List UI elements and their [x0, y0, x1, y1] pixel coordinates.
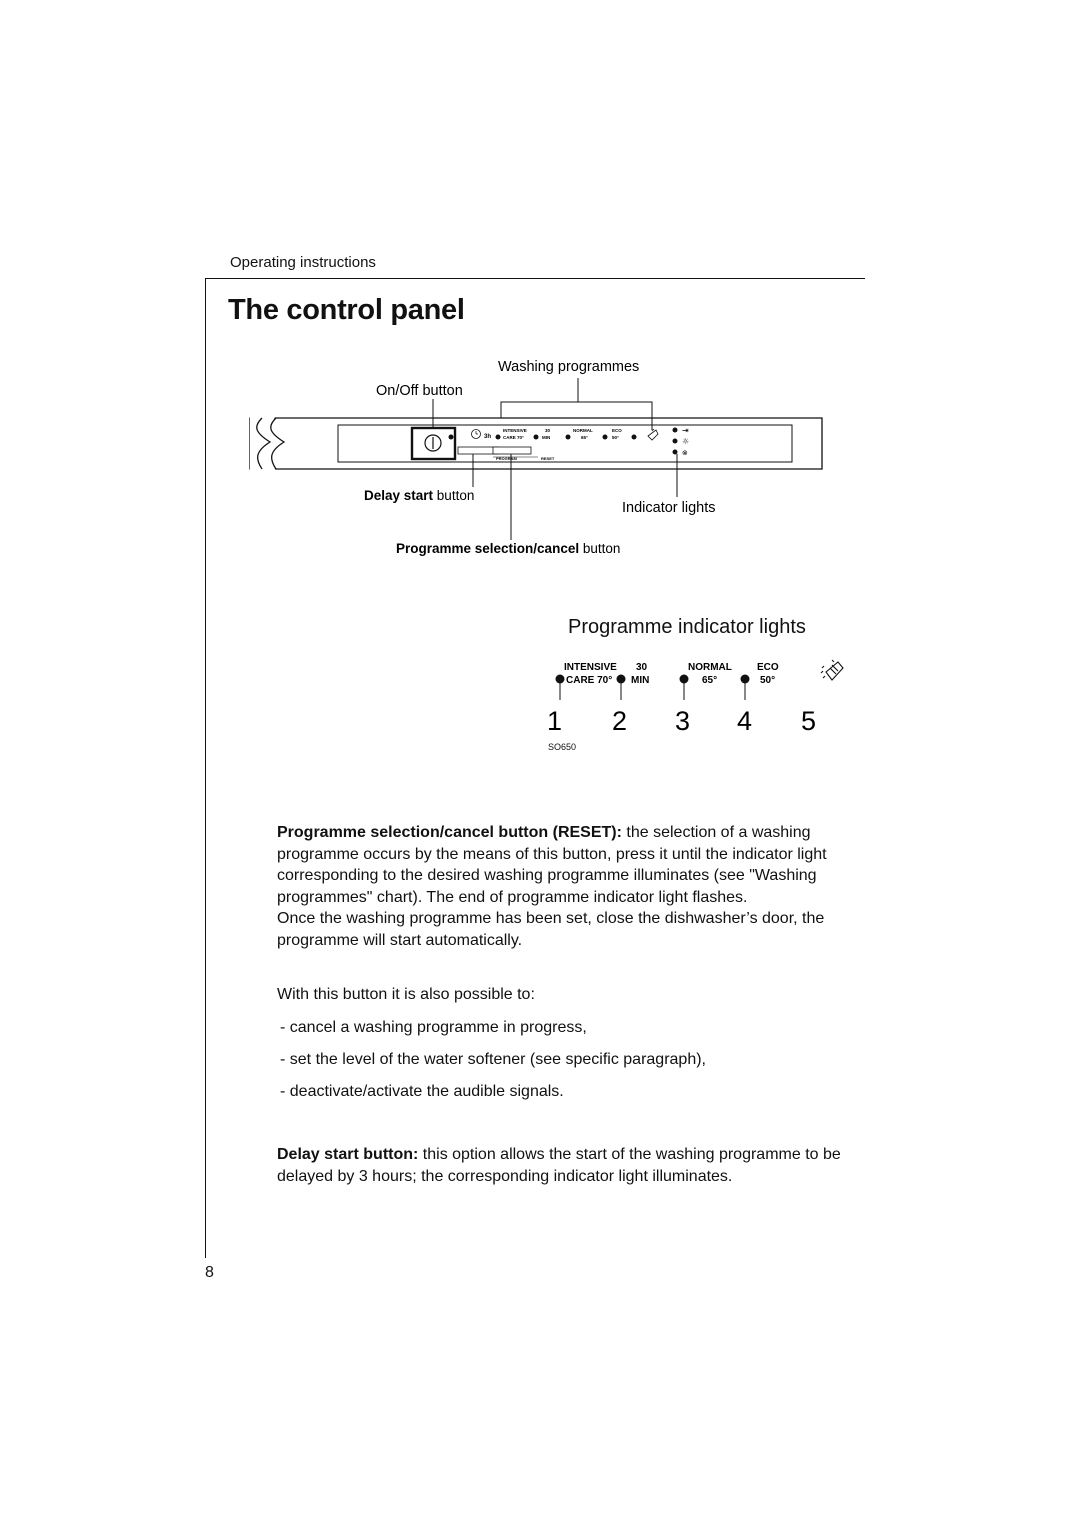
- page-title: The control panel: [228, 294, 465, 326]
- lamp-5-spray-icon: [821, 660, 843, 680]
- list-item-audible: - deactivate/activate the audible signals.: [280, 1083, 564, 1100]
- lamp-4-number: 4: [737, 706, 753, 736]
- lamp-1-line1: INTENSIVE: [564, 662, 617, 673]
- lamp-4-dot: [741, 675, 750, 684]
- lamp-5-number: 5: [801, 706, 817, 736]
- svg-text:MIN: MIN: [542, 435, 551, 440]
- svg-text:65°: 65°: [581, 435, 588, 440]
- svg-text:RESET: RESET: [541, 456, 555, 461]
- delay-description: [277, 1144, 857, 1187]
- svg-text:50°: 50°: [612, 435, 619, 440]
- lamp-1-number: 1: [547, 706, 563, 736]
- svg-text:NORMAL: NORMAL: [573, 428, 593, 433]
- label-washing-programmes: Washing programmes: [498, 359, 640, 375]
- rinse-icon: ⊗: [682, 449, 688, 457]
- also-possible-text: With this button it is also possible to:: [277, 986, 535, 1003]
- svg-text:ECO: ECO: [612, 428, 622, 433]
- delay-heading: Delay start button:: [277, 1146, 419, 1163]
- label-delay-start: Delay start button: [364, 488, 475, 503]
- label-programme-selection: Programme selection/cancel button: [396, 541, 621, 556]
- figure-code: SO650: [548, 742, 577, 752]
- reset-text: the selection of a washing programme occurs by the means of this button, press it until the indicator light corresponding to the desired washing programme illuminates (see "Washing programmes" chart). The end of programme indicator light flashes.: [277, 824, 827, 906]
- list-item-softener: - set the level of the water softener (see specific paragraph),: [280, 1051, 706, 1068]
- lamp-3-line1: NORMAL: [688, 662, 732, 673]
- lamp-4-line2: 50°: [760, 675, 776, 686]
- svg-text:CARE 70°: CARE 70°: [503, 435, 524, 440]
- delay-text: this option allows the start of the washing programme to be delayed by 3 hours; the corresponding indicator light illuminates.: [277, 1146, 841, 1185]
- lamp-2-number: 2: [612, 706, 628, 736]
- timer-label: 3h: [484, 434, 492, 440]
- lamp-3-dot: [680, 675, 689, 684]
- lamp-1-dot: [556, 675, 565, 684]
- reset-heading: Programme selection/cancel button (RESET):: [277, 824, 622, 841]
- list-item-cancel: - cancel a washing programme in progress,: [280, 1019, 587, 1036]
- lamp-3-line2: 65°: [702, 675, 718, 686]
- lamp-4-line1: ECO: [757, 662, 779, 673]
- lamp-2-dot: [617, 675, 626, 684]
- reset-description: [277, 822, 857, 952]
- lamp-1-line2: CARE 70°: [566, 675, 613, 686]
- programme-indicator-chart: [0, 0, 1080, 760]
- page-number: 8: [205, 1264, 214, 1281]
- programme-indicator-heading: Programme indicator lights: [568, 616, 806, 638]
- reset-text-2: Once the washing programme has been set, close the dishwasher’s door, the programme will start automatically.: [277, 910, 825, 949]
- svg-text:PROGRAM: PROGRAM: [496, 456, 517, 461]
- section-label: Operating instructions: [230, 254, 376, 271]
- lamp-3-number: 3: [675, 706, 691, 736]
- label-indicator-lights: Indicator lights: [622, 500, 716, 516]
- end-icon: ⇥: [682, 426, 689, 435]
- sun-icon: ☼: [682, 437, 690, 446]
- lamp-2-line2: MIN: [631, 675, 650, 686]
- svg-text:30: 30: [545, 428, 551, 433]
- label-on-off: On/Off button: [376, 383, 463, 399]
- svg-text:INTENSIVE: INTENSIVE: [503, 428, 527, 433]
- lamp-2-line1: 30: [636, 662, 648, 673]
